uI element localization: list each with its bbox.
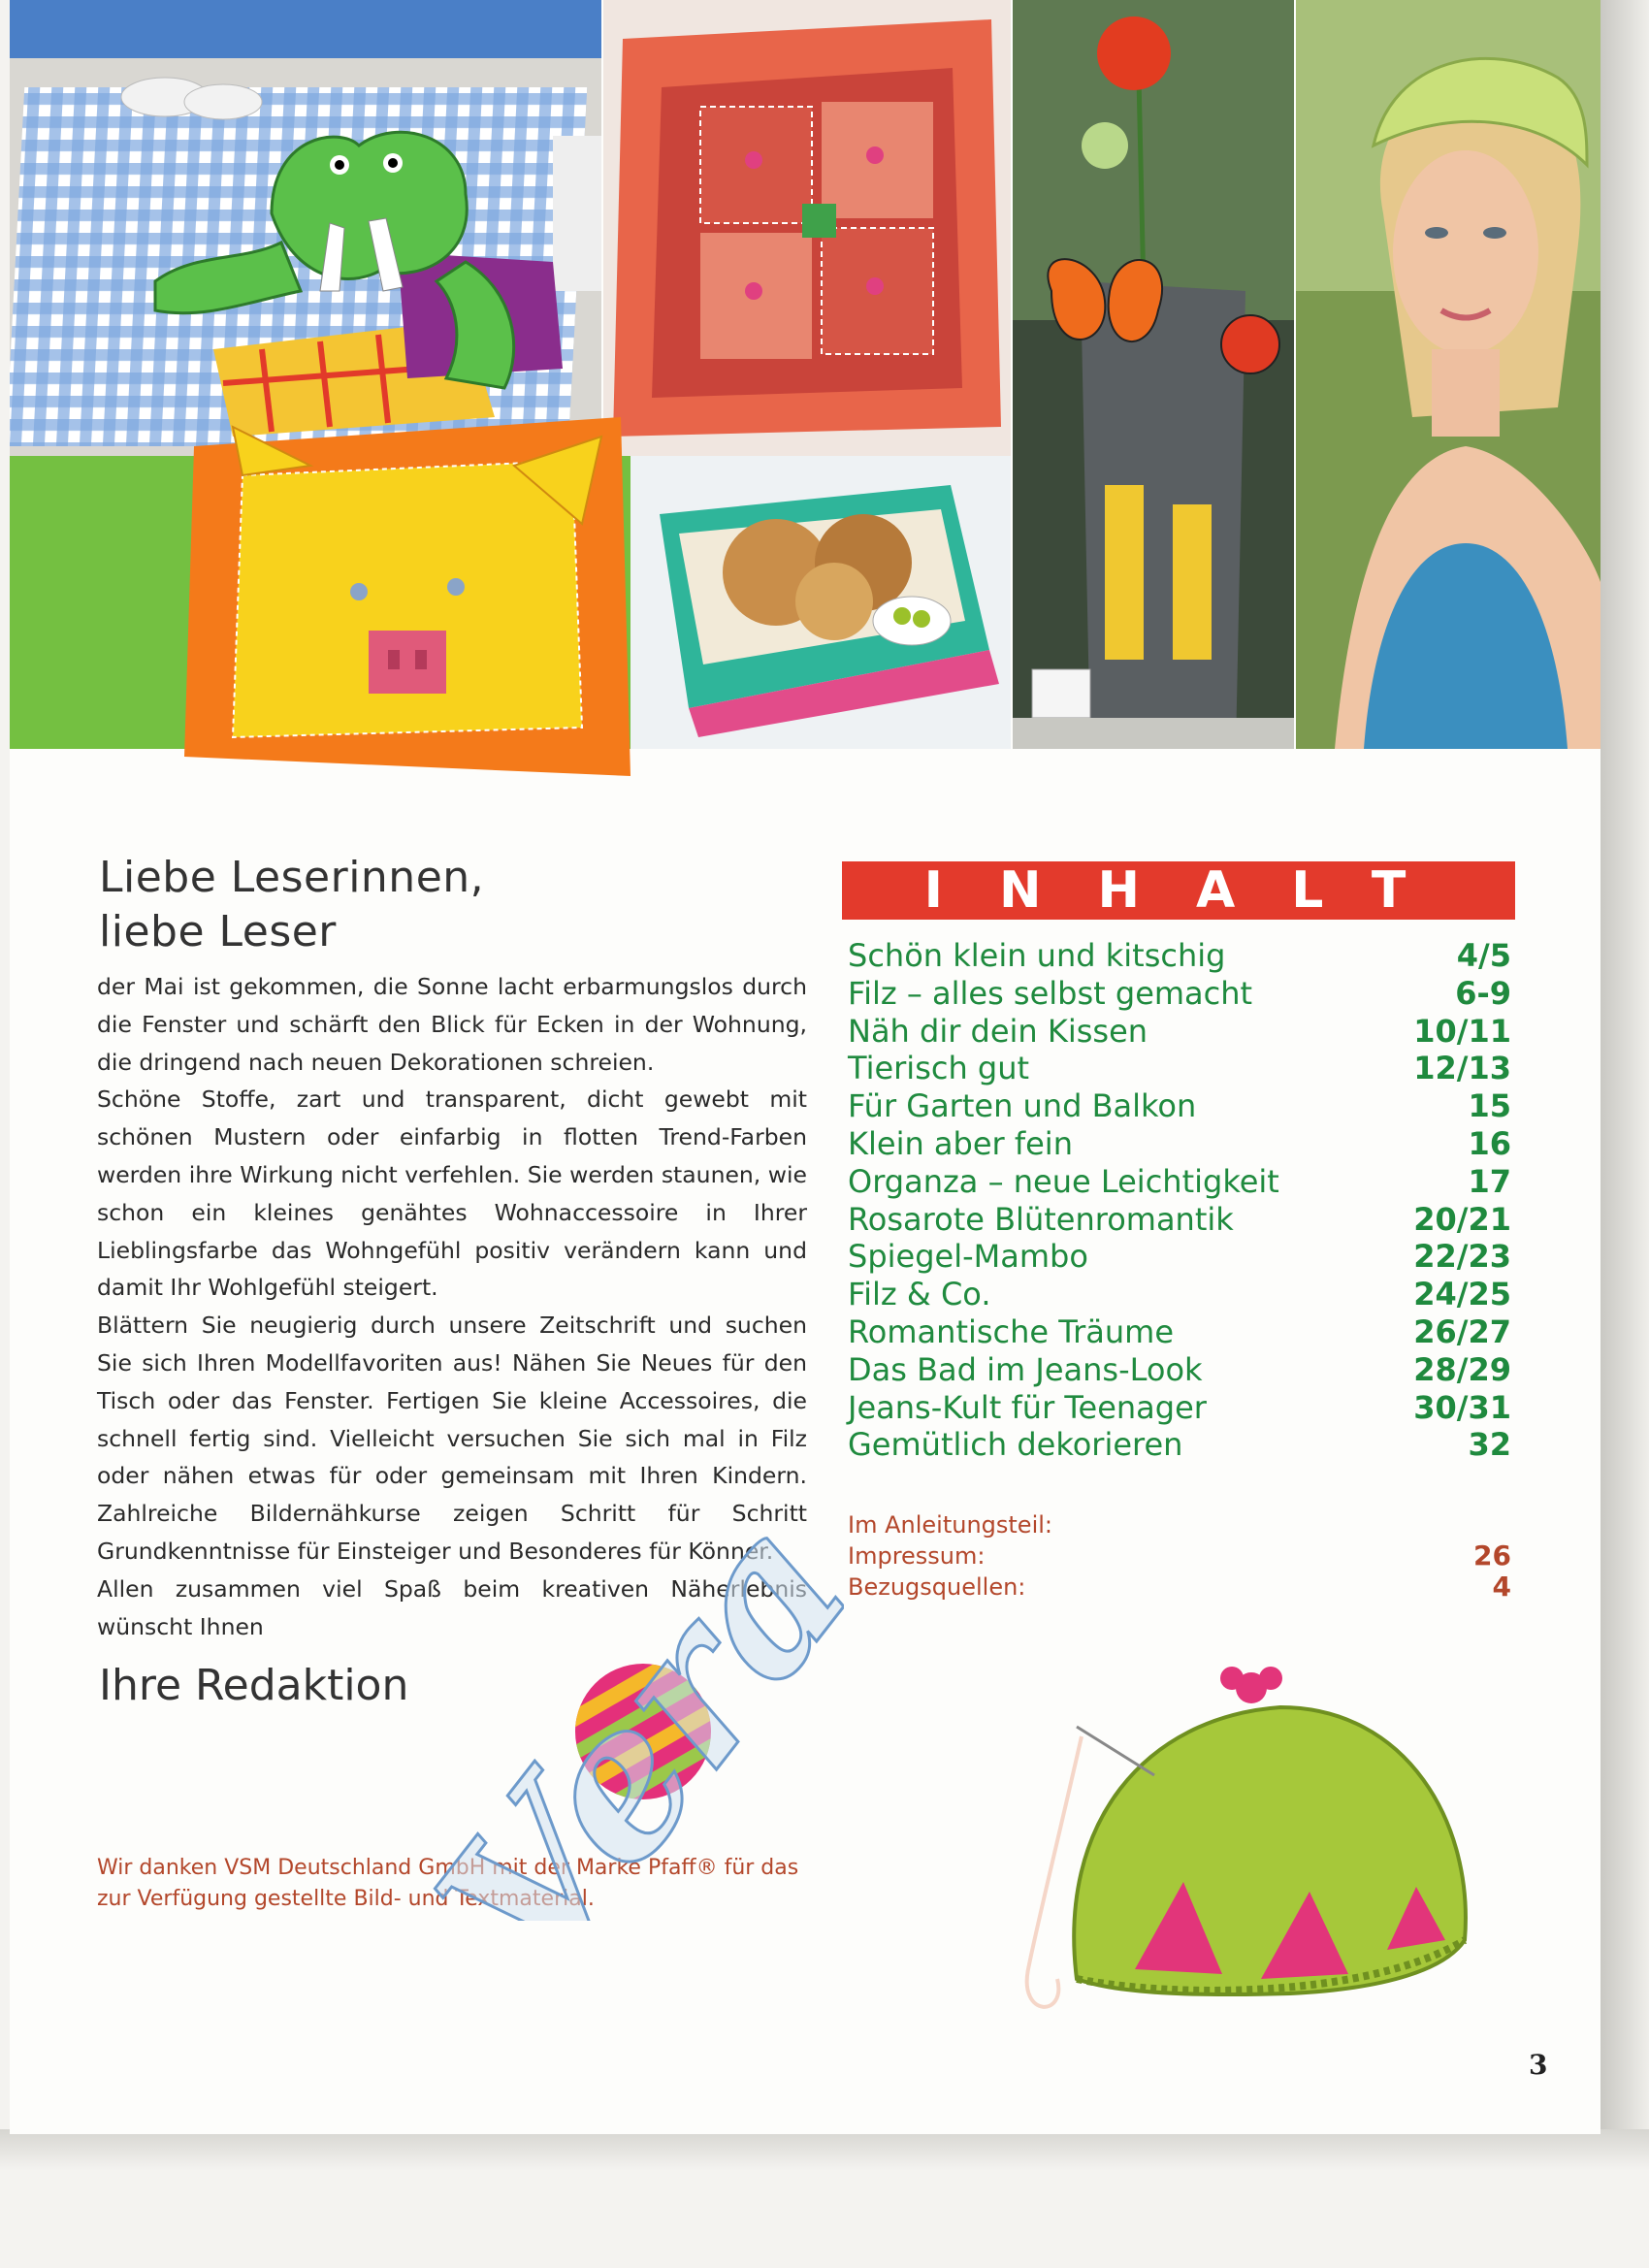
toc-item-page: 10/11 bbox=[1413, 1012, 1511, 1050]
toc-extra-page: 26 bbox=[1473, 1539, 1511, 1571]
toc-item[interactable] bbox=[848, 1013, 1511, 1051]
page-edge-shadow bbox=[1600, 0, 1649, 2268]
photo-red-pillow bbox=[603, 0, 1011, 456]
photo-bread-basket bbox=[630, 456, 1011, 749]
toc-item[interactable] bbox=[848, 1276, 1511, 1313]
letter-paragraph: der Mai ist gekommen, die Sonne lacht erbarmungslos durch die Fenster und schärft den Blick für Ecken in der Wohnung, die dringend nach neuen Dekorationen schreien. bbox=[97, 973, 807, 1076]
toc-item-page: 24/25 bbox=[1413, 1276, 1511, 1313]
toc-item-page: 22/23 bbox=[1413, 1238, 1511, 1276]
page-bottom-shadow bbox=[0, 2129, 1649, 2268]
toc-item-title: Jeans-Kult für Teenager bbox=[848, 1388, 1207, 1426]
toc-item-page: 26/27 bbox=[1413, 1312, 1511, 1350]
toc-item[interactable] bbox=[848, 1238, 1511, 1276]
toc-item-title: Filz & Co. bbox=[848, 1276, 991, 1313]
toc-item-page: 28/29 bbox=[1413, 1350, 1511, 1388]
photo-felt-cosy bbox=[999, 1649, 1504, 2037]
photo-woman-headscarf bbox=[1296, 0, 1600, 749]
toc-extra-item[interactable] bbox=[848, 1571, 1511, 1603]
letter-paragraph: Schöne Stoffe, zart und transparent, dicht gewebt mit schönen Mustern oder einfarbig in flotten Trend-Farben werden ihre Wirkung nicht verfehlen. Sie werden staunen, wie schon ein kleines genähtes Wohnaccessoire in Ihrer Lieblingsfarbe das Wohngefühl positiv verändern kann und damit Ihr Wohlgefühl steigert. bbox=[97, 1085, 807, 1302]
toc-section-label bbox=[848, 1509, 1511, 1540]
letter-signature: Ihre Redaktion bbox=[99, 1661, 409, 1710]
toc-item-page: 12/13 bbox=[1413, 1050, 1511, 1087]
toc-item-page: 15 bbox=[1468, 1087, 1511, 1125]
toc-item-page: 6-9 bbox=[1455, 974, 1511, 1012]
toc-item[interactable] bbox=[848, 1050, 1511, 1087]
toc-extras bbox=[848, 1509, 1511, 1603]
toc-title: INHALT bbox=[842, 861, 1515, 920]
greeting-line-1: Liebe Leserinnen, bbox=[99, 853, 485, 902]
photo-walrus-mat bbox=[10, 0, 601, 456]
toc-item-page: 17 bbox=[1468, 1162, 1511, 1200]
toc-item-title: Spiegel-Mambo bbox=[848, 1238, 1088, 1276]
toc-item[interactable] bbox=[848, 1389, 1511, 1427]
toc-extra-page: 4 bbox=[1492, 1571, 1511, 1603]
toc-item[interactable] bbox=[848, 937, 1511, 975]
toc-item-title: Gemütlich dekorieren bbox=[848, 1426, 1183, 1464]
magazine-page bbox=[10, 0, 1600, 2134]
toc-item[interactable] bbox=[848, 1426, 1511, 1464]
toc-item[interactable] bbox=[848, 1163, 1511, 1201]
toc-item-title: Für Garten und Balkon bbox=[848, 1087, 1197, 1125]
toc-item-page: 32 bbox=[1468, 1426, 1511, 1464]
toc-item-title: Schön klein und kitschig bbox=[848, 937, 1226, 974]
letter-paragraph: Allen zusammen viel Spaß beim kreativen Näherlebnis wünscht Ihnen bbox=[97, 1574, 807, 1640]
toc-item-page: 20/21 bbox=[1413, 1200, 1511, 1238]
greeting-line-2: liebe Leser bbox=[99, 907, 337, 956]
toc-item-title: Rosarote Blütenromantik bbox=[848, 1200, 1234, 1238]
toc-item-title: Organza – neue Leichtigkeit bbox=[848, 1162, 1279, 1200]
toc-list bbox=[848, 937, 1511, 1464]
toc-item-title: Filz – alles selbst gemacht bbox=[848, 974, 1253, 1012]
toc-item[interactable] bbox=[848, 1125, 1511, 1163]
letter-greeting bbox=[99, 851, 484, 959]
toc-item[interactable] bbox=[848, 1201, 1511, 1239]
vera-watermark bbox=[301, 1436, 844, 1921]
toc-item-title: Näh dir dein Kissen bbox=[848, 1012, 1148, 1050]
letter-paragraph: Blättern Sie neugierig durch unsere Zeitschrift und suchen Sie sich Ihren Modellfavoriten aus! Nähen Sie Neues für den Tisch oder das Fenster. Fertigen Sie kleine Accessoires, die schnell fertig sind. Vielleicht versuchen Sie sich mal in Filz oder nähen etwas für oder gemeinsam mit Ihren Kindern. Zahlreiche Bildernähkurse zeigen Schritt für Schritt Grundkenntnisse für Einsteiger und Besonderes für Könner. bbox=[97, 1312, 807, 1565]
toc-item-page: 30/31 bbox=[1413, 1388, 1511, 1426]
toc-extra-title: Bezugsquellen: bbox=[848, 1573, 1026, 1601]
toc-item[interactable] bbox=[848, 1313, 1511, 1351]
toc-item-title: Klein aber fein bbox=[848, 1124, 1073, 1162]
toc-item-title: Tierisch gut bbox=[848, 1050, 1030, 1087]
toc-extra-title: Impressum: bbox=[848, 1542, 986, 1570]
toc-item-title: Romantische Träume bbox=[848, 1312, 1175, 1350]
photo-felt-vase bbox=[1013, 0, 1294, 749]
toc-item-page: 16 bbox=[1468, 1124, 1511, 1162]
page-number: 3 bbox=[1529, 2049, 1548, 2081]
thanks-note: Wir danken VSM Deutschland GmbH mit der Marke Pfaff® für das zur Verfügung gestellte Bild- und Textmaterial. bbox=[97, 1856, 799, 1911]
watermark-text: Vera bbox=[393, 1472, 844, 1921]
toc-item[interactable] bbox=[848, 1087, 1511, 1125]
toc-extra-item[interactable] bbox=[848, 1540, 1511, 1571]
photo-pig-pillow bbox=[175, 407, 640, 795]
section-label: Im Anleitungsteil: bbox=[848, 1511, 1052, 1539]
toc-item-page: 4/5 bbox=[1456, 937, 1511, 974]
toc-item[interactable] bbox=[848, 975, 1511, 1013]
toc-item-title: Das Bad im Jeans-Look bbox=[848, 1350, 1203, 1388]
toc-item[interactable] bbox=[848, 1351, 1511, 1389]
